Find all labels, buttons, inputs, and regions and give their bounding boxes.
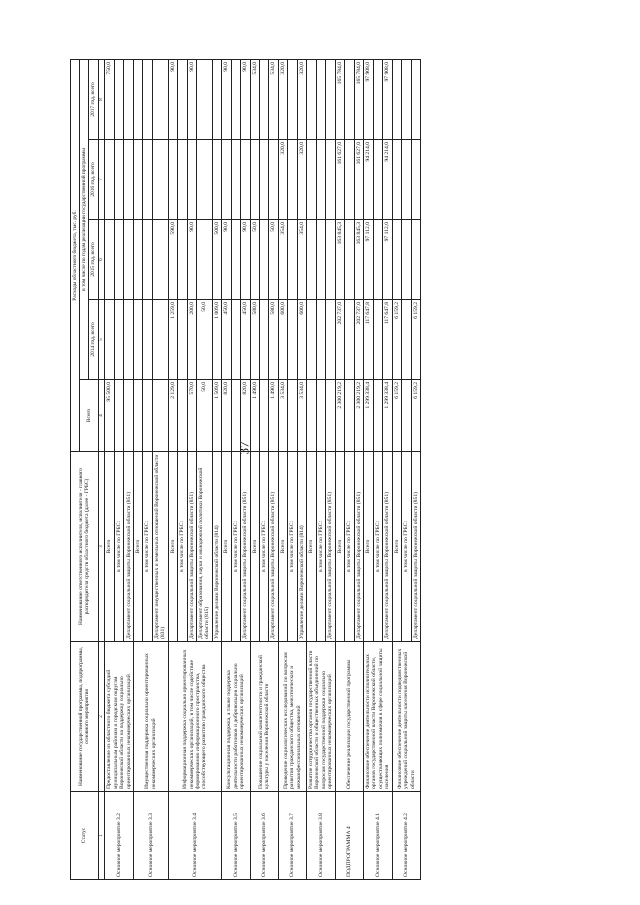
row-value-total <box>114 380 124 452</box>
row-value-y2015 <box>124 220 134 300</box>
row-value-y2017 <box>114 59 124 139</box>
row-value-y2014: 6 159,2 <box>392 300 401 380</box>
row-program-name: Развитие сотрудничества органов государственной власти Воронежской области и общественных объединений по вопросам государственной поддержки социально ориентированных некоммерческих организаций <box>307 642 336 792</box>
row-value-y2017 <box>402 59 411 139</box>
row-value-y2016 <box>105 140 115 220</box>
row-value-y2015 <box>197 220 213 300</box>
row-value-y2014 <box>143 300 152 380</box>
row-value-y2015 <box>316 220 326 300</box>
row-value-y2017 <box>178 59 187 139</box>
row-value-y2014 <box>326 300 336 380</box>
row-value-y2015 <box>143 220 152 300</box>
row-value-y2016: 161 627,0 <box>354 140 363 220</box>
row-value-y2017: 320,0 <box>297 59 306 139</box>
row-value-y2014 <box>105 300 115 380</box>
row-program-name: Повышение социальной компетентности и гражданской культуры у населения Воронежской области <box>250 642 278 792</box>
row-value-y2016 <box>178 140 187 220</box>
row-executor: в том числе по ГРБС: <box>288 452 297 642</box>
row-value-y2015 <box>326 220 336 300</box>
row-value-y2015 <box>402 220 411 300</box>
row-value-y2014 <box>316 300 326 380</box>
row-value-y2014 <box>259 300 268 380</box>
row-value-total <box>345 380 354 452</box>
header-row <box>71 59 80 879</box>
row-value-y2014: 202 737,0 <box>354 300 363 380</box>
row-value-y2014 <box>124 300 134 380</box>
row-value-y2016 <box>316 140 326 220</box>
row-value-y2015 <box>231 220 240 300</box>
header-year-2015: 2015 год, всего <box>89 220 98 300</box>
row-status: Основное мероприятие 3.3 <box>134 792 169 880</box>
row-value-total <box>259 380 268 452</box>
row-value-y2014 <box>178 300 187 380</box>
row-executor: в том числе по ГРБС: <box>114 452 124 642</box>
row-value-y2016 <box>134 140 143 220</box>
row-value-y2016 <box>326 140 336 220</box>
row-value-y2015 <box>392 220 401 300</box>
column-index: 4 <box>98 380 105 452</box>
header-executor: Наименование ответственного исполнителя, исполнителя - главного распорядителя средств областного бюджета (далее - ГРБС) <box>71 452 99 642</box>
row-value-y2016 <box>288 140 297 220</box>
row-value-y2015: 50,0 <box>269 220 278 300</box>
header-year-2017: 2017 год, всего <box>89 59 98 139</box>
row-value-y2015 <box>373 220 383 300</box>
row-value-y2017 <box>259 59 268 139</box>
row-value-y2015: 354,0 <box>297 220 306 300</box>
row-value-y2016: 161 627,0 <box>335 140 344 220</box>
row-value-total: 6 159,2 <box>392 380 401 452</box>
row-value-y2016 <box>392 140 401 220</box>
column-index: 3 <box>98 452 105 642</box>
row-value-y2017 <box>143 59 152 139</box>
row-value-total: 6 159,2 <box>411 380 420 452</box>
row-value-y2016 <box>259 140 268 220</box>
row-program-name: Информационная поддержка социально ориентированных некоммерческих организаций, в том числе содействие формированию информационного пространства, способствующего развитию гражданского общества <box>168 642 222 792</box>
row-executor: в том числе по ГРБС: <box>259 452 268 642</box>
table-row <box>364 59 374 879</box>
row-program-name: Финансовое обеспечение деятельности подведомственных учреждений социальной защиты населения Воронежской области <box>392 642 420 792</box>
row-executor: Всего <box>364 452 374 642</box>
row-value-y2014 <box>307 300 317 380</box>
row-program-name: Проведение социологических исследований по вопросам развития гражданского общества, межэтнических и межконфессиональных отношений <box>278 642 306 792</box>
row-value-y2015: 50,0 <box>250 220 259 300</box>
row-value-total: 1 299 338,4 <box>383 380 393 452</box>
row-value-total: 570,0 <box>187 380 196 452</box>
row-value-y2015 <box>134 220 143 300</box>
row-value-y2014 <box>231 300 240 380</box>
row-value-total: 1 490,0 <box>250 380 259 452</box>
table-row <box>168 59 177 879</box>
row-value-y2017: 90,0 <box>241 59 250 139</box>
row-executor: Департамент имущественных и земельных отношений Воронежской области (831) <box>152 452 168 642</box>
column-index-row <box>98 59 105 879</box>
row-value-y2014: 450,0 <box>241 300 250 380</box>
row-value-y2015 <box>178 220 187 300</box>
document-page <box>60 50 620 890</box>
row-value-y2015: 97 112,0 <box>383 220 393 300</box>
row-status: Основное мероприятие 3.2 <box>105 792 134 880</box>
row-status: Основное мероприятие 4.2 <box>392 792 420 880</box>
row-value-y2017: 165 784,0 <box>335 59 344 139</box>
row-value-y2015 <box>288 220 297 300</box>
row-value-y2015 <box>105 220 115 300</box>
row-value-y2017: 97 908,0 <box>383 59 393 139</box>
header-total: Всего <box>80 380 98 452</box>
row-value-total: 2 300 219,2 <box>335 380 344 452</box>
row-executor: в том числе по ГРБС: <box>178 452 187 642</box>
row-executor: в том числе по ГРБС: <box>345 452 354 642</box>
row-executor: в том числе по ГРБС: <box>373 452 383 642</box>
row-value-y2016 <box>222 140 231 220</box>
table-body <box>105 59 421 879</box>
row-value-y2017: 320,0 <box>278 59 287 139</box>
row-value-y2016 <box>250 140 259 220</box>
row-value-y2017: 750,0 <box>105 59 115 139</box>
row-value-total <box>152 380 168 452</box>
row-value-y2014: 1 259,0 <box>168 300 177 380</box>
column-index: 6 <box>98 220 105 300</box>
row-value-y2017: 90,0 <box>187 59 196 139</box>
row-value-y2015: 90,0 <box>187 220 196 300</box>
row-value-y2017: 90,0 <box>168 59 177 139</box>
row-value-y2016 <box>402 140 411 220</box>
header-program-name: Наименование государственной программы, подпрограммы, основного мероприятия <box>71 642 99 792</box>
row-value-y2016 <box>152 140 168 220</box>
row-executor: Всего <box>134 452 143 642</box>
header-status: Статус <box>71 792 99 880</box>
row-value-y2015: 590,0 <box>168 220 177 300</box>
row-value-y2016 <box>307 140 317 220</box>
row-value-total: 3 534,0 <box>297 380 306 452</box>
table-row <box>392 59 401 879</box>
row-value-y2014: 580,0 <box>250 300 259 380</box>
row-program-name: Финансовое обеспечение деятельности исполнительных органов государственной власти Воронежской области, осуществляющих полномочия в сфере социальной защиты населения <box>364 642 393 792</box>
row-value-y2017 <box>392 59 401 139</box>
row-value-y2015: 90,0 <box>241 220 250 300</box>
row-value-y2014: 580,0 <box>269 300 278 380</box>
row-value-y2015 <box>345 220 354 300</box>
row-value-y2016 <box>124 140 134 220</box>
row-value-y2017: 97 908,0 <box>364 59 374 139</box>
row-executor: Всего <box>222 452 231 642</box>
row-value-y2017 <box>212 59 221 139</box>
row-value-y2016: 94 214,0 <box>364 140 374 220</box>
row-executor: Департамент социальной защиты Воронежской области (851) <box>354 452 363 642</box>
row-value-total: 1 509,0 <box>212 380 221 452</box>
row-program-name: Предоставление из областного бюджета субсидий муниципальным районам и городским округам Воронежской области на поддержку социально ориентированных некоммерческих организаций <box>105 642 134 792</box>
row-program-name: Обеспечение реализации государственной программы <box>335 642 363 792</box>
row-value-y2014 <box>134 300 143 380</box>
row-executor: Департамент социальной защиты Воронежской области (851) <box>411 452 420 642</box>
row-value-total <box>134 380 143 452</box>
row-executor: Всего <box>278 452 287 642</box>
row-value-total <box>316 380 326 452</box>
table-row <box>335 59 344 879</box>
row-value-total <box>373 380 383 452</box>
column-index: 7 <box>98 140 105 220</box>
row-value-y2015: 500,0 <box>212 220 221 300</box>
row-value-y2014: 117 647,8 <box>364 300 374 380</box>
row-value-y2016: 320,0 <box>278 140 287 220</box>
column-index: 8 <box>98 59 105 139</box>
row-executor: Департамент образования, науки и молодежной политики Воронежской области (815) <box>197 452 213 642</box>
row-value-y2015: 163 845,3 <box>354 220 363 300</box>
row-executor: в том числе по ГРБС: <box>143 452 152 642</box>
row-value-y2015 <box>259 220 268 300</box>
row-status: Основное мероприятие 4.1 <box>364 792 393 880</box>
row-value-y2017: 90,0 <box>222 59 231 139</box>
row-value-y2014: 6 159,2 <box>411 300 420 380</box>
row-value-total <box>402 380 411 452</box>
row-value-y2016 <box>143 140 152 220</box>
row-status: Основное мероприятие 3.6 <box>250 792 278 880</box>
row-executor: Департамент социальной защиты Воронежской области (851) <box>241 452 250 642</box>
row-value-y2017 <box>124 59 134 139</box>
row-executor: Департамент социальной защиты Воронежской области (851) <box>187 452 196 642</box>
rotated-table-container <box>70 60 610 880</box>
column-index: 2 <box>98 642 105 792</box>
row-value-total <box>143 380 152 452</box>
row-value-total: 820,0 <box>241 380 250 452</box>
row-value-y2016 <box>269 140 278 220</box>
row-value-y2014: 450,0 <box>222 300 231 380</box>
row-value-y2016: 320,0 <box>297 140 306 220</box>
row-value-y2015: 354,0 <box>278 220 287 300</box>
row-value-y2017 <box>288 59 297 139</box>
row-value-y2015 <box>152 220 168 300</box>
row-status: Основное мероприятие 3.5 <box>222 792 250 880</box>
row-status: Основное мероприятие 3.8 <box>307 792 336 880</box>
row-executor: в том числе по ГРБС: <box>231 452 240 642</box>
row-executor: Управление делами Воронежской области (814) <box>297 452 306 642</box>
row-value-total <box>231 380 240 452</box>
row-executor: Департамент социальной защиты Воронежской области (851) <box>124 452 134 642</box>
row-executor: Всего <box>392 452 401 642</box>
row-value-y2017 <box>326 59 336 139</box>
row-value-total <box>288 380 297 452</box>
row-value-y2014: 202 737,0 <box>335 300 344 380</box>
row-value-total: 3 534,0 <box>278 380 287 452</box>
row-value-y2014 <box>288 300 297 380</box>
table-row <box>278 59 287 879</box>
row-value-y2017 <box>231 59 240 139</box>
row-executor: Всего <box>250 452 259 642</box>
row-value-y2014: 600,0 <box>278 300 287 380</box>
row-value-y2016: 94 214,0 <box>383 140 393 220</box>
row-value-y2017: 534,0 <box>250 59 259 139</box>
row-executor: Департамент социальной защиты Воронежской области (851) <box>383 452 393 642</box>
row-executor: Всего <box>105 452 115 642</box>
row-executor: в том числе по ГРБС: <box>316 452 326 642</box>
row-value-y2014: 117 647,8 <box>383 300 393 380</box>
row-value-y2014: 200,0 <box>187 300 196 380</box>
row-executor: Управление делами Воронежской области (814) <box>212 452 221 642</box>
table-row <box>222 59 231 879</box>
row-value-y2016 <box>212 140 221 220</box>
table-row <box>105 59 115 879</box>
row-executor: Департамент социальной защиты Воронежской области (851) <box>269 452 278 642</box>
column-index: 1 <box>98 792 105 880</box>
row-value-y2015 <box>114 220 124 300</box>
column-index: 5 <box>98 300 105 380</box>
row-value-total: 1 299 338,4 <box>364 380 374 452</box>
row-value-y2014 <box>345 300 354 380</box>
row-value-y2014: 600,0 <box>297 300 306 380</box>
row-status: Основное мероприятие 3.7 <box>278 792 306 880</box>
row-value-y2015: 97 112,0 <box>364 220 374 300</box>
row-value-y2017 <box>345 59 354 139</box>
row-value-total: 2 129,0 <box>168 380 177 452</box>
row-program-name: Имущественная поддержка социально ориентированных некоммерческих организаций <box>134 642 169 792</box>
row-value-y2014 <box>152 300 168 380</box>
table-row <box>134 59 143 879</box>
row-value-y2015: 90,0 <box>222 220 231 300</box>
row-value-y2017 <box>197 59 213 139</box>
row-status: ПОДПРОГРАММА 4 <box>335 792 363 880</box>
row-program-name: Консультационная поддержка, а также поддержка деятельности работников и добровольцев социально ориентированных некоммерческих организаций <box>222 642 250 792</box>
row-value-total: 50,0 <box>197 380 213 452</box>
row-executor: Департамент социальной защиты Воронежской области (851) <box>326 452 336 642</box>
row-value-total: 820,0 <box>222 380 231 452</box>
budget-table <box>70 59 421 880</box>
row-value-y2017 <box>373 59 383 139</box>
row-executor: в том числе по ГРБС: <box>402 452 411 642</box>
header-budget-group: Расходы областного бюджета, тыс. руб. <box>71 59 80 451</box>
row-value-total <box>124 380 134 452</box>
row-value-y2014: 50,0 <box>197 300 213 380</box>
row-value-y2017: 534,0 <box>269 59 278 139</box>
table-row <box>250 59 259 879</box>
row-value-y2015 <box>411 220 420 300</box>
row-value-y2014 <box>114 300 124 380</box>
row-value-y2016 <box>114 140 124 220</box>
row-value-y2017: 165 784,0 <box>354 59 363 139</box>
row-value-total <box>326 380 336 452</box>
row-status: Основное мероприятие 3.4 <box>168 792 222 880</box>
row-value-y2015 <box>307 220 317 300</box>
row-value-y2017 <box>134 59 143 139</box>
row-value-y2016 <box>345 140 354 220</box>
row-value-y2016 <box>241 140 250 220</box>
row-value-y2016 <box>231 140 240 220</box>
row-value-y2016 <box>168 140 177 220</box>
row-value-y2014 <box>402 300 411 380</box>
row-value-total: 1 490,0 <box>269 380 278 452</box>
row-value-y2016 <box>197 140 213 220</box>
row-value-total: 2 300 219,2 <box>354 380 363 452</box>
row-value-y2016 <box>411 140 420 220</box>
row-value-total <box>307 380 317 452</box>
row-value-total <box>178 380 187 452</box>
row-value-y2016 <box>373 140 383 220</box>
row-value-y2014: 1 009,0 <box>212 300 221 380</box>
table-row <box>307 59 317 879</box>
header-year-2016: 2016 год, всего <box>89 140 98 220</box>
row-executor: Всего <box>168 452 177 642</box>
header-year-2014: 2014 год, всего <box>89 300 98 380</box>
row-executor: Всего <box>335 452 344 642</box>
page-number: 37 <box>236 441 252 455</box>
row-value-y2017 <box>316 59 326 139</box>
row-value-y2015: 163 845,3 <box>335 220 344 300</box>
row-value-total: 95 500,0 <box>105 380 115 452</box>
header-by-years: в том числе по годам реализации государственной программы <box>80 59 89 379</box>
row-value-y2014 <box>373 300 383 380</box>
row-executor: Всего <box>307 452 317 642</box>
row-value-y2017 <box>411 59 420 139</box>
row-value-y2017 <box>307 59 317 139</box>
row-value-y2016 <box>187 140 196 220</box>
row-value-y2017 <box>152 59 168 139</box>
